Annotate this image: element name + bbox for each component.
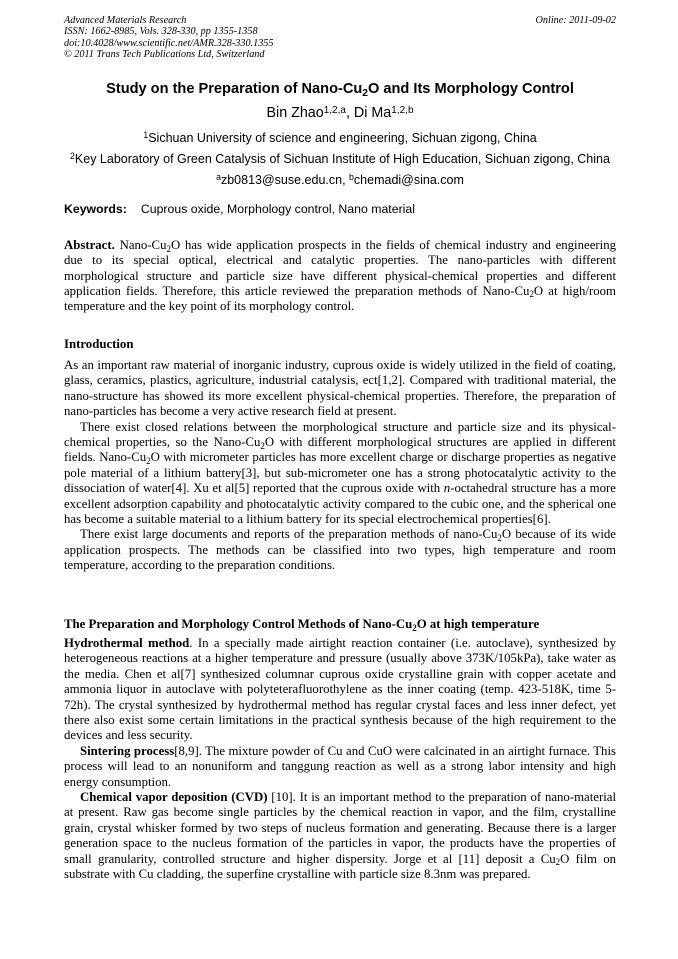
method-label: Hydrothermal method (64, 636, 190, 650)
paragraph: There exist closed relations between the morphological structure and particle size and its physical-chemical properties, so the Nano-$Cu_2O$ with different morphological structures are applied in different fields. Nano-$Cu_2O$ with micrometer particles has more excellent charge or discharge properties as negative pole material of a lithium battery[3], but sub-micrometer one has a strong photocatalytic activity to the dissociation of water[4]. Xu et al[5] reported that the cuprous oxide with n-octahedral structure has a more excellent adsorption capability and photocatalytic activity compared to the cubic one, and the spherical one has become a suitable material to a lithium battery for its special electrochemical properties[6]. (64, 419, 616, 527)
abstract-label: Abstract. (64, 238, 115, 252)
paragraph-hydrothermal: Hydrothermal method. In a specially made airtight reaction container (i.e. autoclave), synthesized by heterogeneous reactions at a higher temperature and pressure (usually above 373K/105kPa), take water as the media. Chen et al[7] synthesized columnar cuprous oxide crystalline grain with copper acetate and ammonia liquor in autoclave with polyteterafluorothylene as the inner coating (temp. 423-518K, time 5-72h). The crystal synthesized by hydrothermal method has regular crystal faces and less inner defect, yet there also exist some certain limitations in the practical synthesis because of the high requirement to the devices and less security. (64, 636, 616, 743)
author-emails: $^a$zb0813@suse.edu.cn, $^b$chemadi@sina.com (216, 172, 464, 187)
keywords-text: Cuprous oxide, Morphology control, Nano material (140, 202, 415, 216)
keywords-label: Keywords: (64, 202, 127, 216)
abstract: Abstract. Nano-$Cu_2O$ has wide application prospects in the fields of chemical industry and engineering due to its special optical, electrical and catalytic properties. The nano-particles with different morphological structure and particle size have different physical-chemical properties and different application fields. Therefore, this article reviewed the preparation methods of Nano-$Cu_2O$ at high/room temperature and the key point of its morphology control. (64, 238, 616, 314)
method-label: Chemical vapor deposition (CVD) (80, 790, 268, 805)
section-heading-high-temperature: The Preparation and Morphology Control Methods of Nano-$Cu_2O$ at high temperature (64, 617, 540, 633)
paragraph: There exist large documents and reports of the preparation methods of nano-$Cu_2O$ because of its wide application prospects. The methods can be classified into two types, high temperature and room temperature, according to the preparation conditions. (64, 527, 616, 573)
copyright-line: © 2011 Trans Tech Publications Ltd, Switzerland (64, 48, 265, 60)
paragraph-sintering: Sintering process[8,9]. The mixture powder of Cu and CuO were calcinated in an airtight furnace. This process will lead to an nonuniform and tanggung reaction as well as a strong labor intensity and high energy consumption. (64, 743, 616, 789)
journal-header (64, 15, 616, 60)
affiliation-2: $^2$Key Laboratory of Green Catalysis of Sichuan Institute of High Education, Sichuan zigong, China (70, 151, 610, 166)
journal-name: Advanced Materials Research (64, 15, 187, 26)
high-temperature-methods-body (64, 636, 616, 883)
paper-title: Study on the Preparation of Nano-$Cu_2O$ and Its Morphology Control (106, 81, 574, 99)
paragraph-cvd: Chemical vapor deposition (CVD) [10]. It is an important method to the preparation of nano-material at present. Raw gas become single particles by the chemical reaction in vapor, and the film, crystalline grain, crystal whisker formed by two steps of nucleus formation and generating. Because there is a larger generation space to the nucleus formation of the particles in vapor, the products have the properties of small granularity, controlled structure and higher dispersity. Jorge et al [11] deposit a $Cu_2O$ film on substrate with Cu cladding, the superfine crystalline with particle size 8.3nm was prepared. (64, 790, 616, 882)
author-name: Bin Zhao (266, 105, 324, 121)
paragraph: As an important raw material of inorganic industry, cuprous oxide is widely utilized in the field of coating, glass, ceramics, plastics, agriculture, industrial catalysis, ect[1,2]. Compared with traditional material, the nano-structure has showed its more excellent physical-chemical properties. Therefore, the preparation of nano-particles has become a very active research field at present. (64, 358, 616, 419)
author-line: Bin Zhao$^{1,2,a}$, Di Ma$^{1,2,b}$ (266, 104, 414, 121)
online-date: Online: 2011-09-02 (535, 15, 616, 26)
author-name: Di Ma (353, 105, 392, 121)
issn-line: ISSN: 1662-8985, Vols. 328-330, pp 1355-1358 (64, 26, 258, 38)
doi-line: doi:10.4028/www.scientific.net/AMR.328-330.1355 (64, 37, 274, 49)
keywords (64, 201, 616, 217)
introduction-body (64, 358, 616, 574)
introduction-heading: Introduction (64, 337, 134, 351)
method-label: Sintering process (80, 743, 175, 758)
affiliation-1: $^1$Sichuan University of science and engineering, Sichuan zigong, China (143, 130, 537, 145)
